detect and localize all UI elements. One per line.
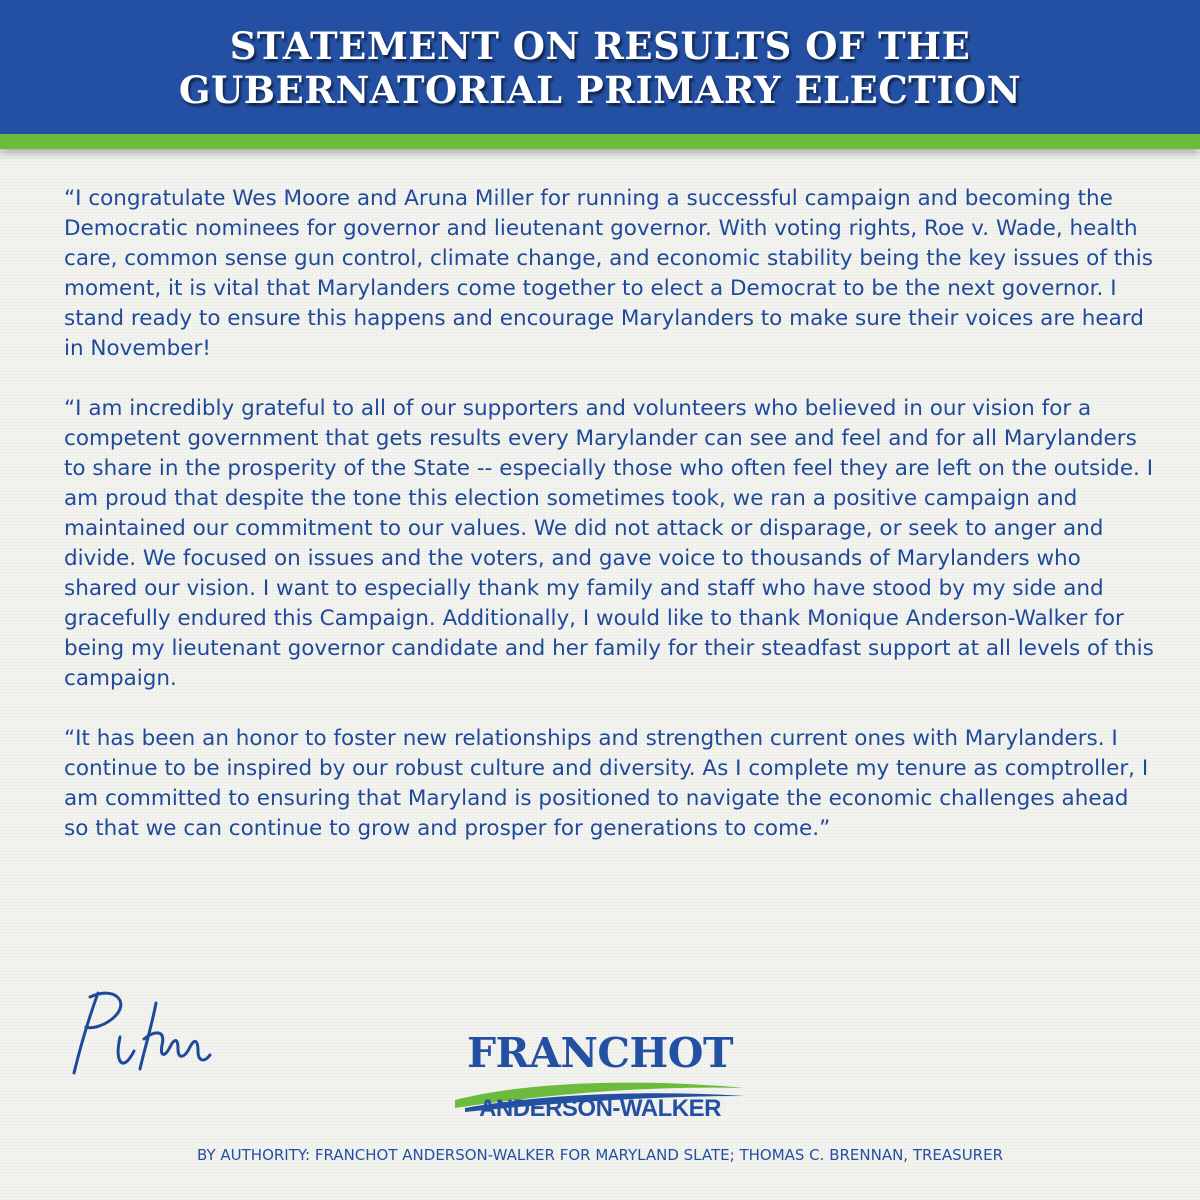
- page-title-line-2: GUBERNATORIAL PRIMARY ELECTION: [178, 68, 1022, 112]
- page-title: [0, 24, 1200, 112]
- campaign-logo: [440, 1030, 760, 1130]
- logo-subtitle: ANDERSON-WALKER: [479, 1095, 721, 1122]
- authority-disclaimer: BY AUTHORITY: FRANCHOT ANDERSON-WALKER FOR MARYLAND SLATE; THOMAS C. BRENNAN, TREASURER: [196, 1146, 1003, 1164]
- statement-body: [64, 184, 1154, 874]
- statement-paragraph-2: “I am incredibly grateful to all of our supporters and volunteers who believed in our vision for a competent government that gets results every Marylander can see and feel and for all Marylanders to share in the prosperity of the State -- especially those who often feel they are left on the outside. I am proud that despite the tone this election sometimes took, we ran a positive campaign and maintained our commitment to our values. We did not attack or disparage, or seek to anger and divide. We focused on issues and the voters, and gave voice to thousands of Marylanders who shared our vision. I want to especially thank my family and staff who have stood by my side and gracefully endured this Campaign. Additionally, I would like to thank Monique Anderson-Walker for being my lieutenant governor candidate and her family for their steadfast support at all levels of this campaign.: [64, 396, 1154, 691]
- logo-name: FRANCHOT: [466, 1029, 734, 1077]
- green-divider-stripe: [0, 134, 1200, 149]
- handwritten-signature: [60, 985, 220, 1080]
- statement-paragraph-1: “I congratulate Wes Moore and Aruna Miller for running a successful campaign and becoming the Democratic nominees for governor and lieutenant governor. With voting rights, Roe v. Wade, health care, common sense gun control, climate change, and economic stability being the key issues of this moment, it is vital that Marylanders come together to elect a Democrat to be the next governor. I stand ready to ensure this happens and encourage Marylanders to make sure their voices are heard in November!: [64, 186, 1153, 361]
- header-banner: [0, 0, 1200, 134]
- page-title-line-1: STATEMENT ON RESULTS OF THE: [229, 24, 971, 68]
- statement-paragraph-3: “It has been an honor to foster new relationships and strengthen current ones with Marylanders. I continue to be inspired by our robust culture and diversity. As I complete my tenure as comptroller, I am committed to ensuring that Maryland is positioned to navigate the economic challenges ahead so that we can continue to grow and prosper for generations to come.”: [64, 726, 1149, 841]
